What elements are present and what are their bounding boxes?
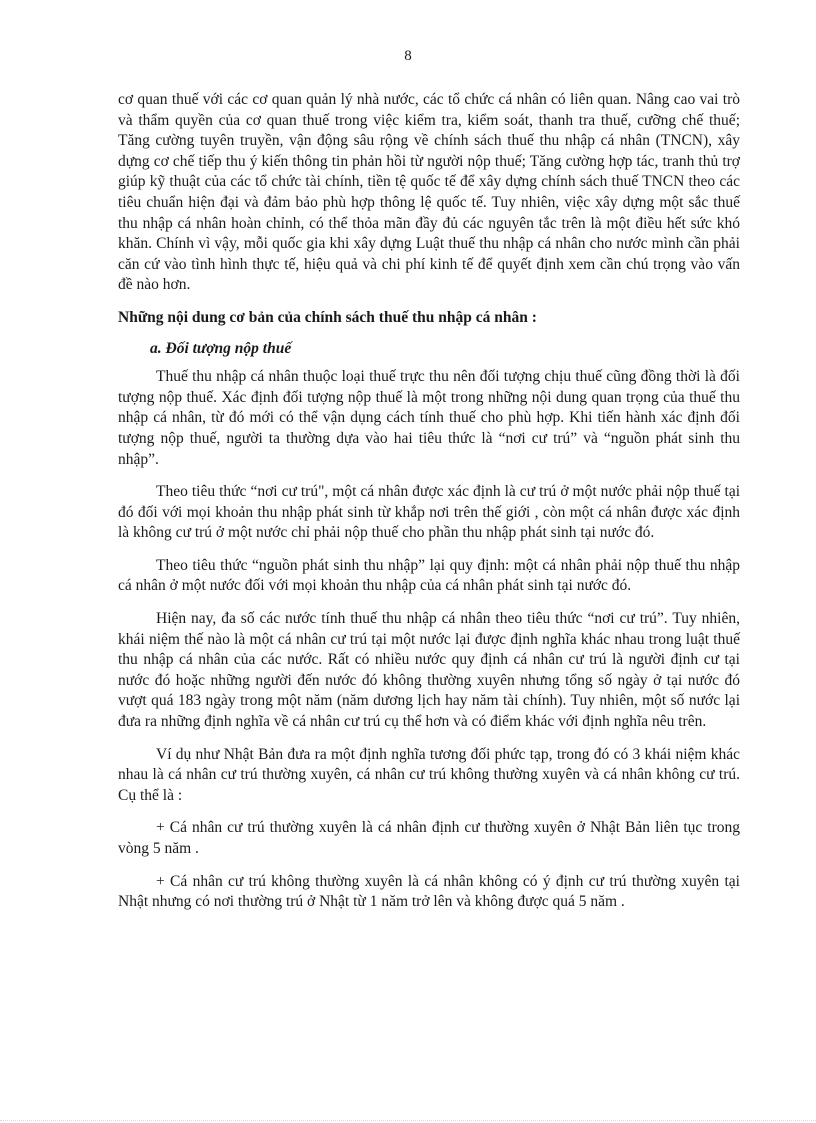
paragraph-intro: cơ quan thuế với các cơ quan quản lý nhà nước, các tổ chức cá nhân có liên quan. Nâng cao vai trò và thẩm quyền của cơ quan thuế trong việc kiểm tra, kiểm soát, thanh tra thuế, cưỡng chế thuế; Tăng cường tuyên truyền, vận động sâu rộng về chính sách thuế thu nhập cá nhân (TNCN), xây dựng cơ chế tiếp thu ý kiến thông tin phản hồi từ người nộp thuế; Tăng cường hợp tác, tranh thủ trợ giúp kỹ thuật của các tổ chức tài chính, tiền tệ quốc tế để xây dựng chính sách thuế TNCN theo các tiêu chuẩn hiện đại và đảm bảo phù hợp thông lệ quốc tế. Tuy nhiên, việc xây dựng một sắc thuế thu nhập cá nhân hoàn chỉnh, có thể thỏa mãn đầy đủ các nguyên tắc trên là một điều hết sức khó khăn. Chính vì vậy, mỗi quốc gia khi xây dựng Luật thuế thu nhập cá nhân cho nước mình cần phải căn cứ vào tình hình thực tế, hiệu quả và chi phí kinh tế để quyết định xem cần chú trọng vào vấn đề nào hơn. [118, 91, 740, 294]
document-body [118, 90, 740, 925]
list-item: + Cá nhân cư trú không thường xuyên là cá nhân không có ý định cư trú thường xuyên tại Nhật nhưng có nơi thường trú ở Nhật từ 1 năm trở lên và không được quá 5 năm . [118, 872, 740, 911]
paragraph: Theo tiêu thức “nguồn phát sinh thu nhập” lại quy định: một cá nhân phải nộp thuế thu nhập cá nhân ở một nước đối với mọi khoản thu nhập của cá nhân phát sinh tại nước đó. [118, 556, 740, 595]
paragraph: Ví dụ như Nhật Bản đưa ra một định nghĩa tương đối phức tạp, trong đó có 3 khái niệm khác nhau là cá nhân cư trú thường xuyên, cá nhân cư trú không thường xuyên và cá nhân không cư trú. Cụ thể là : [118, 745, 740, 804]
page-bottom-divider [0, 1120, 816, 1121]
page-number: 8 [404, 48, 412, 64]
paragraph: Theo tiêu thức “nơi cư trú", một cá nhân được xác định là cư trú ở một nước phải nộp thuế tại đó đối với mọi khoản thu nhập phát sinh từ khắp nơi trên thế giới , còn một cá nhân được xác định là không cư trú ở một nước chỉ phải nộp thuế cho phần thu nhập phát sinh tại nước đó. [118, 483, 740, 542]
subsection-heading: a. Đối tượng nộp thuế [150, 339, 292, 357]
list-item: + Cá nhân cư trú thường xuyên là cá nhân định cư thường xuyên ở Nhật Bản liên tục trong vòng 5 năm . [118, 819, 740, 857]
paragraph: Hiện nay, đa số các nước tính thuế thu nhập cá nhân theo tiêu thức “nơi cư trú”. Tuy nhiên, khái niệm thế nào là một cá nhân cư trú tại một nước lại được định nghĩa khác nhau trong luật thuế thu nhập cá nhân của các nước. Rất có nhiều nước quy định cá nhân cư trú là người định cư tại nước đó hoặc những người đến nước đó không thường xuyên nhưng tổng số ngày ở tại nước đó vượt quá 183 ngày trong một năm (năm dương lịch hay năm tài chính). Tuy nhiên, một số nước lại đưa ra những định nghĩa về cá nhân cư trú cụ thể hơn và có điểm khác với định nghĩa nêu trên. [118, 610, 740, 731]
section-heading: Những nội dung cơ bản của chính sách thuế thu nhập cá nhân : [118, 308, 537, 326]
paragraph: Thuế thu nhập cá nhân thuộc loại thuế trực thu nên đối tượng chịu thuế cũng đồng thời là đối tượng nộp thuế. Xác định đối tượng nộp thuế là một trong những nội dung quan trọng của thuế thu nhập cá nhân, từ đó mới có thể vận dụng cách tính thuế cho phù hợp. Khi tiến hành xác định đối tượng nộp thuế, người ta thường dựa vào hai tiêu thức là “nơi cư trú” và “nguồn phát sinh thu nhập”. [118, 368, 740, 468]
